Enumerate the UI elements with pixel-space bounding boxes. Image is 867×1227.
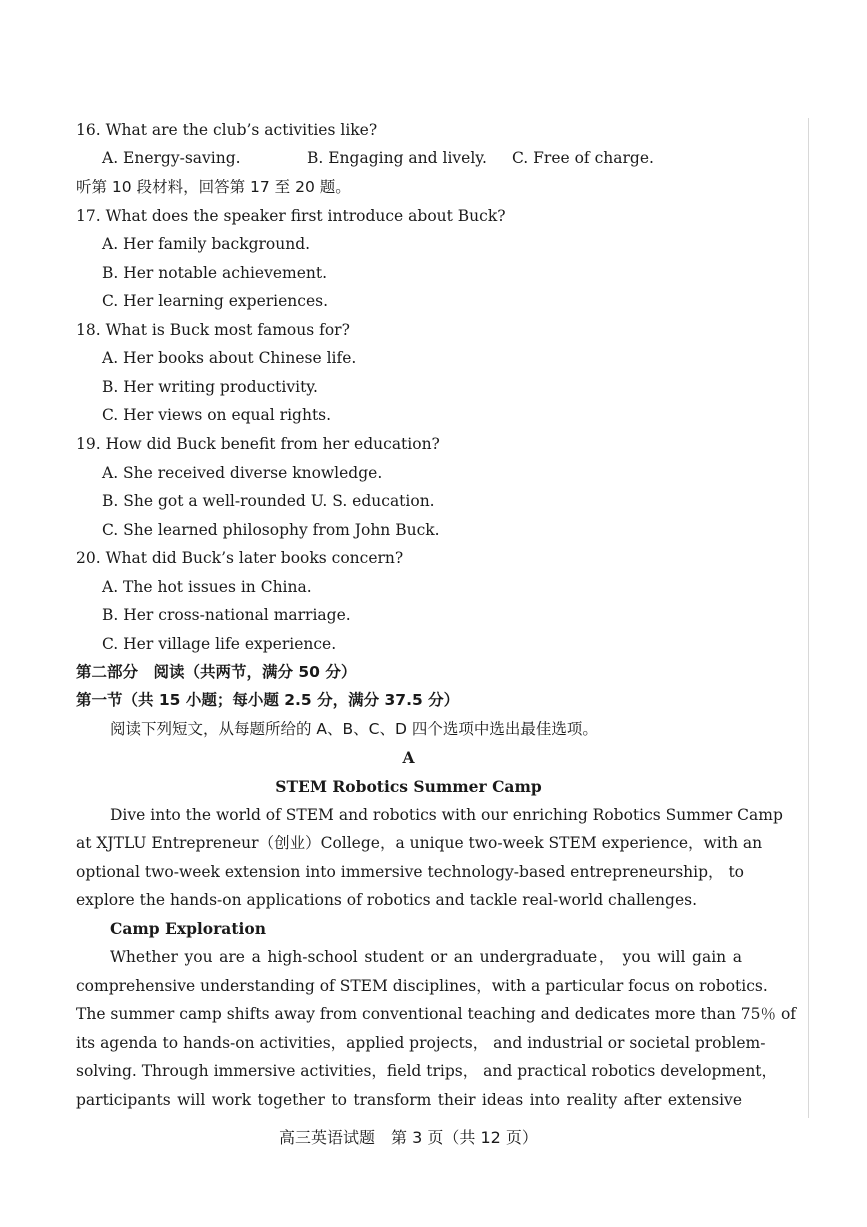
q16-option-c: C. Free of charge. <box>512 149 654 167</box>
body-line: The summer camp shifts away from conventional teaching and dedicates more than 75％ of <box>76 1005 797 1023</box>
reading-instruction: 阅读下列短文，从每题所给的 A、B、C、D 四个选项中选出最佳选项。 <box>110 720 598 738</box>
body-line: participants will work together to transform their ideas into reality after extensive <box>76 1091 742 1109</box>
q20-option-a: A. The hot issues in China. <box>102 578 312 596</box>
body-line: solving. Through immersive activities，field trips， and practical robotics development， <box>76 1062 778 1080</box>
question-19: 19. How did Buck benefit from her education? <box>76 435 440 453</box>
section-10-instruction: 听第 10 段材料，回答第 17 至 20 题。 <box>76 178 351 196</box>
q17-option-c: C. Her learning experiences. <box>102 292 329 310</box>
section1-heading: 第一节（共 15 小题；每小题 2.5 分，满分 37.5 分） <box>76 691 460 709</box>
passage-title: STEM Robotics Summer Camp <box>275 777 542 796</box>
margin-rule <box>808 118 809 1118</box>
body-line: Whether you are a high-school student or an undergraduate， you will gain a <box>110 948 742 966</box>
body-line: its agenda to hands-on activities，applied projects， and industrial or societal problem- <box>76 1034 766 1052</box>
page-footer: 高三英语试题 第 3 页（共 12 页） <box>279 1128 538 1147</box>
q20-option-c: C. Her village life experience. <box>102 635 337 653</box>
question-18: 18. What is Buck most famous for? <box>76 321 350 339</box>
part2-heading: 第二部分 阅读（共两节，满分 50 分） <box>76 663 357 681</box>
subheading-camp-exploration: Camp Exploration <box>110 919 266 938</box>
q19-option-b: B. She got a well-rounded U. S. education. <box>102 492 435 510</box>
q17-option-a: A. Her family background. <box>102 235 311 253</box>
body-line: comprehensive understanding of STEM disciplines，with a particular focus on robotics. <box>76 977 768 995</box>
intro-line: explore the hands-on applications of robotics and tackle real-world challenges. <box>76 891 698 909</box>
q18-option-c: C. Her views on equal rights. <box>102 406 332 424</box>
q16-option-b: B. Engaging and lively. <box>307 149 487 167</box>
q16-option-a: A. Energy-saving. <box>102 149 241 167</box>
question-20: 20. What did Buck’s later books concern? <box>76 549 404 567</box>
q17-option-b: B. Her notable achievement. <box>102 264 328 282</box>
passage-letter: A <box>402 748 415 767</box>
intro-line: Dive into the world of STEM and robotics with our enriching Robotics Summer Camp <box>110 806 783 824</box>
q19-option-a: A. She received diverse knowledge. <box>102 464 383 482</box>
q19-option-c: C. She learned philosophy from John Buck. <box>102 521 440 539</box>
intro-line: at XJTLU Entrepreneur（创业）College，a unique two-week STEM experience，with an <box>76 834 763 852</box>
intro-line: optional two-week extension into immersive technology-based entrepreneurship， to <box>76 863 745 881</box>
q18-option-a: A. Her books about Chinese life. <box>102 349 357 367</box>
q18-option-b: B. Her writing productivity. <box>102 378 318 396</box>
q20-option-b: B. Her cross-national marriage. <box>102 606 351 624</box>
question-16: 16. What are the club’s activities like? <box>76 121 378 139</box>
question-17: 17. What does the speaker first introduce about Buck? <box>76 207 506 225</box>
